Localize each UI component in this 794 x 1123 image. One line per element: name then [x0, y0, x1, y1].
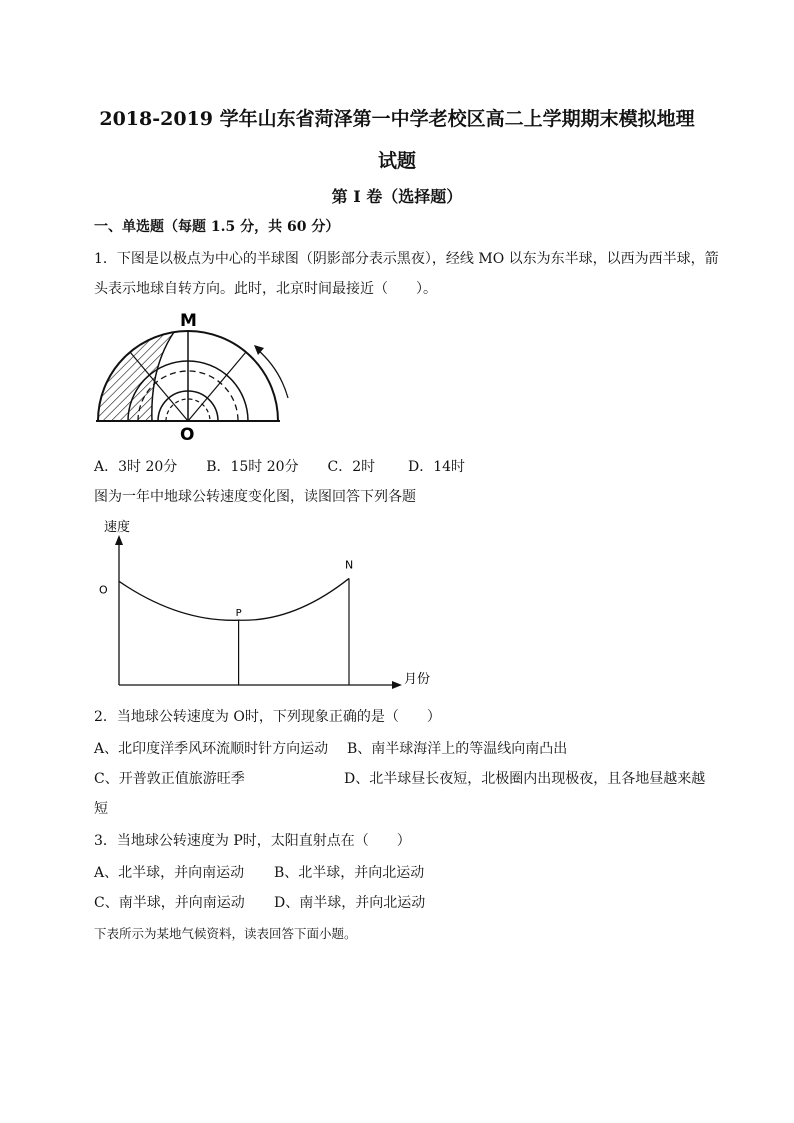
q1-text-line1: 1．下图是以极点为中心的半球图（阴影部分表示黑夜），经线 MO 以东为东半球，以西为西半球，箭 [94, 251, 719, 267]
q1-text-line2: 头表示地球自转方向。此时，北京时间最接近（ ）。 [94, 281, 437, 297]
q2-row1 [94, 738, 567, 758]
q2-option-c: C、开普敦正值旅游旺季 [94, 771, 245, 787]
chart-intro: 图为一年中地球公转速度变化图，读图回答下列各题 [94, 489, 416, 505]
section-title: 第 I 卷（选择题） [331, 187, 463, 206]
y-axis-arrow [115, 535, 123, 545]
x-axis-arrow [392, 681, 402, 689]
q3-option-a: A、北半球，并向南运动 [94, 865, 245, 881]
point-label-p: P [235, 608, 242, 620]
hemisphere-diagram [88, 308, 308, 443]
point-label-n: N [345, 558, 354, 572]
table-intro: 下表所示为某地气候资料，读表回答下面小题。 [94, 926, 357, 941]
label-m: M [180, 311, 197, 331]
q2-stem: 2．当地球公转速度为 O时，下列现象正确的是（ ） [94, 709, 441, 725]
document-title-line1: 2018-2019 学年山东省菏泽第一中学老校区高二上学期期末模拟地理 [99, 108, 695, 130]
orbital-speed-chart [90, 515, 450, 690]
y-axis-label: 速度 [104, 520, 131, 535]
part-heading: 一、单选题（每题 1.5 分，共 60 分） [94, 219, 340, 235]
q3-stem: 3．当地球公转速度为 P时，太阳直射点在（ ） [94, 833, 411, 849]
point-label-o: O [99, 583, 108, 597]
q3-option-b: B、北半球，并向北运动 [274, 865, 425, 881]
label-o: O [180, 425, 195, 443]
q2-option-d-line1: D、北半球昼长夜短，北极圈内出现极夜，且各地昼越来越 [344, 771, 706, 787]
q2-option-d-line2: 短 [94, 801, 108, 817]
q1-options [94, 456, 465, 476]
speed-curve [119, 578, 349, 620]
q1-option-c: C．2时 [327, 459, 376, 475]
q1-option-a: A．3时 20分 [94, 459, 178, 475]
q1-option-b: B．15时 20分 [206, 459, 299, 475]
document-title-line2: 试题 [377, 150, 416, 172]
q2-option-b: B、南半球海洋上的等温线向南凸出 [347, 741, 568, 757]
q3-option-c: C、南半球，并向南运动 [94, 895, 245, 911]
q1-option-d: D．14时 [408, 459, 466, 475]
x-axis-label: 月份 [404, 672, 431, 687]
q2-option-a: A、北印度洋季风环流顺时针方向运动 [94, 741, 329, 757]
q3-option-d: D、南半球，并向北运动 [274, 895, 426, 911]
